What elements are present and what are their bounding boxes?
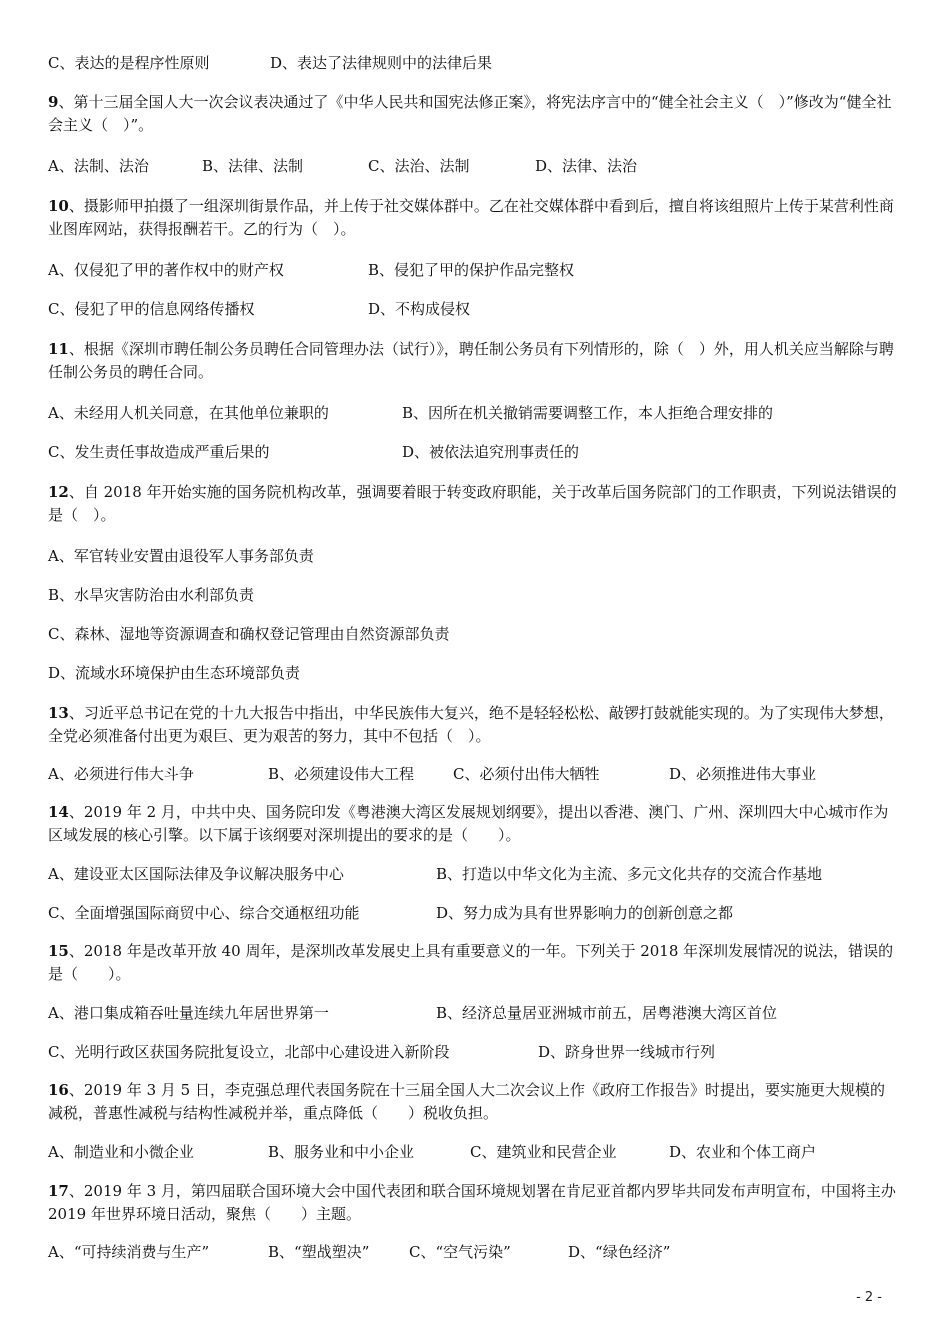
q12-option-b: B、水旱灾害防治由水利部负责 [48, 586, 255, 604]
q16-option-a: A、制造业和小微企业 [48, 1143, 194, 1161]
q17-option-c: C、“空气污染” [409, 1243, 511, 1261]
q10-option-b: B、侵犯了甲的保护作品完整权 [368, 261, 575, 279]
q15-option-d: D、跻身世界一线城市行列 [538, 1043, 716, 1061]
q11-number: 11 [48, 340, 69, 358]
q9-option-d: D、法律、法治 [535, 157, 638, 175]
q14-stem [48, 801, 898, 846]
q13-option-d: D、必须推进伟大事业 [669, 765, 817, 783]
q13-stem [48, 702, 898, 747]
q13-option-a: A、必须进行伟大斗争 [48, 765, 194, 783]
q11-option-c: C、发生责任事故造成严重后果的 [48, 443, 270, 461]
q8-option-d: D、表达了法律规则中的法律后果 [270, 54, 493, 72]
q17-option-b: B、“塑战塑决” [268, 1243, 370, 1261]
q10-option-d: D、不构成侵权 [368, 300, 471, 318]
q11-text: 、根据《深圳市聘任制公务员聘任合同管理办法（试行）》，聘任制公务员有下列情形的，除（ ）外，用人机关应当解除与聘任制公务员的聘任合同。 [48, 340, 894, 381]
q15-option-a: A、港口集成箱吞吐量连续九年居世界第一 [48, 1004, 329, 1022]
q17-number: 17 [48, 1182, 69, 1200]
q9-stem [48, 91, 898, 136]
q13-option-b: B、必须建设伟大工程 [268, 765, 415, 783]
q9-number: 9 [48, 93, 59, 111]
page-number: - 2 - [856, 1290, 882, 1305]
q12-option-c: C、森林、湿地等资源调查和确权登记管理由自然资源部负责 [48, 625, 450, 643]
q13-number: 13 [48, 704, 69, 722]
q15-option-b: B、经济总量居亚洲城市前五，居粤港澳大湾区首位 [436, 1004, 778, 1022]
q14-option-d: D、努力成为具有世界影响力的创新创意之都 [436, 904, 734, 922]
q12-number: 12 [48, 483, 69, 501]
q17-stem [48, 1180, 898, 1225]
q11-option-d: D、被依法追究刑事责任的 [402, 443, 580, 461]
q16-option-c: C、建筑业和民营企业 [470, 1143, 617, 1161]
q11-stem [48, 338, 898, 383]
q15-text: 、2018 年是改革开放 40 周年，是深圳改革发展史上具有重要意义的一年。下列关于 2018 年深圳发展情况的说法，错误的是（ ）。 [48, 942, 894, 983]
q9-text: 、第十三届全国人大一次会议表决通过了《中华人民共和国宪法修正案》，将宪法序言中的“健全社会主义（ ）”修改为“健全社会主义（ ）”。 [48, 93, 892, 134]
q10-text: 、摄影师甲拍摄了一组深圳街景作品，并上传于社交媒体群中。乙在社交媒体群中看到后，擅自将该组照片上传于某营利性商业图库网站，获得报酬若干。乙的行为（ ）。 [48, 197, 894, 238]
q13-text: 、习近平总书记在党的十九大报告中指出，中华民族伟大复兴，绝不是轻轻松松、敲锣打鼓就能实现的。为了实现伟大梦想，全党必须准备付出更为艰巨、更为艰苦的努力，其中不包括（ ）。 [48, 704, 894, 745]
q12-stem [48, 481, 898, 526]
q15-option-c: C、光明行政区获国务院批复设立，北部中心建设进入新阶段 [48, 1043, 450, 1061]
q17-text: 、2019 年 3 月，第四届联合国环境大会中国代表团和联合国环境规划署在肯尼亚首都内罗毕共同发布声明宣布，中国将主办 2019 年世界环境日活动，聚焦（ ）主题。 [48, 1182, 896, 1223]
q16-stem [48, 1079, 898, 1124]
q12-option-a: A、军官转业安置由退役军人事务部负责 [48, 547, 314, 565]
q10-option-a: A、仅侵犯了甲的著作权中的财产权 [48, 261, 284, 279]
q10-option-c: C、侵犯了甲的信息网络传播权 [48, 300, 255, 318]
q9-option-b: B、法律、法制 [202, 157, 304, 175]
q12-option-d: D、流域水环境保护由生态环境部负责 [48, 664, 301, 682]
q14-option-c: C、全面增强国际商贸中心、综合交通枢纽功能 [48, 904, 360, 922]
q11-option-b: B、因所在机关撤销需要调整工作，本人拒绝合理安排的 [402, 404, 774, 422]
q9-option-a: A、法制、法治 [48, 157, 149, 175]
q16-option-b: B、服务业和中小企业 [268, 1143, 415, 1161]
q14-text: 、2019 年 2 月，中共中央、国务院印发《粤港澳大湾区发展规划纲要》，提出以香港、澳门、广州、深圳四大中心城市作为区域发展的核心引擎。以下属于该纲要对深圳提出的要求的是（ ）。 [48, 803, 889, 844]
q14-option-a: A、建设亚太区国际法律及争议解决服务中心 [48, 865, 344, 883]
q16-option-d: D、农业和个体工商户 [669, 1143, 817, 1161]
q15-number: 15 [48, 942, 69, 960]
q14-option-b: B、打造以中华文化为主流、多元文化共存的交流合作基地 [436, 865, 823, 883]
q12-text: 、自 2018 年开始实施的国务院机构改革，强调要着眼于转变政府职能，关于改革后国务院部门的工作职责，下列说法错误的是（ ）。 [48, 483, 897, 524]
q17-option-a: A、“可持续消费与生产” [48, 1243, 210, 1261]
q8-option-c: C、表达的是程序性原则 [48, 54, 210, 72]
q10-number: 10 [48, 197, 69, 215]
q10-stem [48, 195, 898, 240]
q13-option-c: C、必须付出伟大牺牲 [453, 765, 600, 783]
q14-number: 14 [48, 803, 69, 821]
q11-option-a: A、未经用人机关同意，在其他单位兼职的 [48, 404, 329, 422]
q15-stem [48, 940, 898, 985]
q17-option-d: D、“绿色经济” [568, 1243, 671, 1261]
q16-text: 、2019 年 3 月 5 日，李克强总理代表国务院在十三届全国人大二次会议上作《政府工作报告》时提出，要实施更大规模的减税，普惠性减税与结构性减税并举，重点降低（ ）税收负担。 [48, 1081, 885, 1122]
q16-number: 16 [48, 1081, 69, 1099]
q9-option-c: C、法治、法制 [368, 157, 470, 175]
